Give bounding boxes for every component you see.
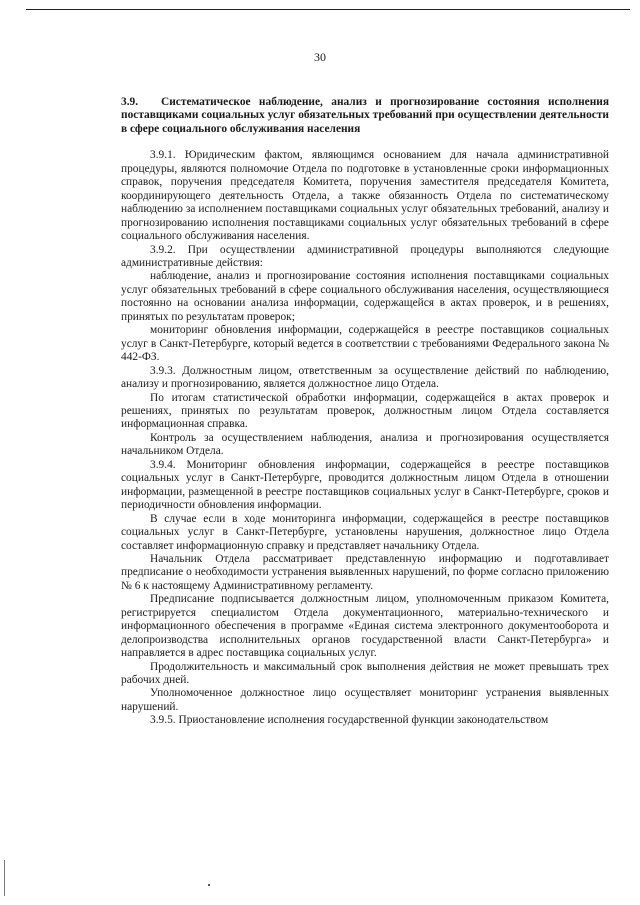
paragraph-3-9-1: 3.9.1. Юридическим фактом, являющимся основанием для начала административной процедуры, являются полномочие Отдела по подготовке в установленные сроки информационных справок, поручения председателя Комитета, поручения заместителя председателя Комитета, координирующего деятельность Отдела, а также обязанность Отдела по систематическому наблюдению за исполнением поставщиками социальных услуг обязательных требований, анализу и прогнозированию исполнения поставщиками социальных услуг обязательных требований в сфере социального обслуживания населения. bbox=[121, 149, 609, 243]
paragraph-3-9-4: 3.9.4. Мониторинг обновления информации, содержащейся в реестре поставщиков социальных услуг в Санкт-Петербурге, проводится должностным лицом Отдела в отношении информации, размещенной в реестре поставщиков социальных услуг в Санкт-Петербурге, сроков и периодичности обновления информации. bbox=[121, 458, 609, 512]
paragraph-control: Контроль за осуществлением наблюдения, анализа и прогнозирования осуществляется начальником Отдела. bbox=[121, 431, 609, 458]
paragraph-head-review: Начальник Отдела рассматривает представленную информацию и подготавливает предписание о необходимости устранения выявленных нарушений, по форме согласно приложению № 6 к настоящему Административному регламенту. bbox=[121, 552, 609, 592]
scan-mark bbox=[208, 884, 210, 886]
paragraph-3-9-3: 3.9.3. Должностным лицом, ответственным за осуществление действий по наблюдению, анализу и прогнозированию, является должностное лицо Отдела. bbox=[121, 364, 609, 391]
document-body bbox=[121, 96, 609, 728]
scan-edge-mark bbox=[4, 860, 5, 896]
section-title: Систематическое наблюдение, анализ и прогнозирование состояния исполнения поставщиками социальных услуг обязательных требований при осуществлении деятельности в сфере социального обслуживания населения bbox=[121, 96, 609, 135]
top-rule bbox=[26, 9, 630, 10]
paragraph-observation-analysis: наблюдение, анализ и прогнозирование состояния исполнения поставщиками социальных услуг обязательных требований в сфере социального обслуживания населения, осуществляющиеся постоянно на основании анализа информации, содержащейся в актах проверок, и в решениях, принятых по результатам проверок; bbox=[121, 270, 609, 323]
paragraph-statistical-results: По итогам статистической обработки информации, содержащейся в актах проверок и решениях, принятых по результатам проверок, должностным лицом Отдела составляется информационная справка. bbox=[121, 391, 609, 431]
paragraph-duration: Продолжительность и максимальный срок выполнения действия не может превышать трех рабочих дней. bbox=[121, 660, 609, 687]
page-number: 30 bbox=[314, 50, 326, 64]
paragraph-order-signing: Предписание подписывается должностным лицом, уполномоченным приказом Комитета, регистрируется специалистом Отдела документационного, материально-технического и информационного обеспечения в программе «Единая система электронного документооборота и делопроизводства исполнительных органов государственной власти Санкт-Петербурга» и направляется в адрес поставщика социальных услуг. bbox=[121, 593, 609, 660]
paragraph-violations-found: В случае если в ходе мониторинга информации, содержащейся в реестре поставщиков социальных услуг в Санкт-Петербурге, установлены нарушения, должностное лицо Отдела составляет информационную справку и представляет начальнику Отдела. bbox=[121, 512, 609, 552]
section-heading bbox=[121, 96, 609, 136]
paragraph-3-9-5: 3.9.5. Приостановление исполнения государственной функции законодательством bbox=[150, 714, 549, 727]
section-number: 3.9. bbox=[121, 96, 139, 108]
paragraph-registry-monitoring: мониторинг обновления информации, содержащейся в реестре поставщиков социальных услуг в Санкт-Петербурге, который ведется в соответствии с требованиями Федерального закона № 442-ФЗ. bbox=[121, 324, 609, 364]
paragraph-monitoring-elimination: Уполномоченное должностное лицо осуществляет мониторинг устранения выявленных нарушений. bbox=[121, 687, 609, 713]
paragraph-3-9-2: 3.9.2. При осуществлении административной процедуры выполняются следующие административные действия: bbox=[121, 243, 609, 269]
